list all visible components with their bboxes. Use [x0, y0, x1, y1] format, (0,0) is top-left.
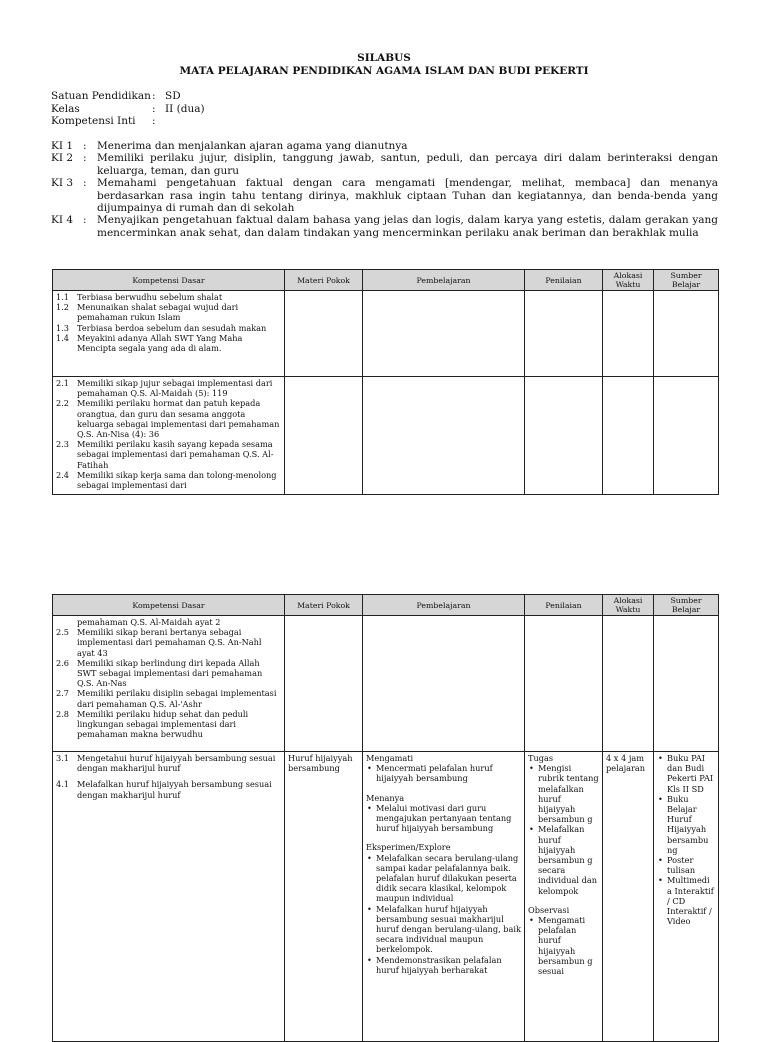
ki-item: KI 3 : Memahami pengetahuan faktual dengan cara mengamati [mendengar, melihat, membaca] dan menanya berdasarkan rasa ingin tahu tentang dirinya, makhluk ciptaan Tuhan dan kegiatannya, dan benda-benda yang dijumpainya di rumah dan di sekolah [51, 177, 718, 215]
meta-row-satuan: Satuan Pendidikan : SD [51, 90, 181, 102]
syllabus-table-1 [52, 269, 719, 495]
kd-cell [53, 752, 285, 1042]
list-item: • Melalui motivasi dari guru mengajukan pertanyaan tentang huruf hijaiyyah bersambung [376, 803, 521, 834]
pembelajaran-list [366, 763, 521, 783]
ki-text: Menyajikan pengetahuan faktual dalam bahasa yang jelas dan logis, dalam karya yang estetis, dalam gerakan yang mencerminkan anak sehat, dan dalam tindakan yang mencerminkan perilaku anak beriman dan berakhlak mulia [97, 214, 718, 239]
header-alokasi-waktu: Alokasi Waktu [603, 595, 654, 616]
kd-cell [53, 377, 285, 495]
list-item: • Melafalkan huruf hijaiyyah bersambung sesuai makharijul huruf dengan berulang-ulang, baik secara individual maupun berkelompok. [376, 904, 521, 955]
kd-cell [53, 616, 285, 752]
ki-code: KI 3 [51, 177, 74, 190]
header-kompetensi-dasar: Kompetensi Dasar [53, 270, 285, 291]
pembelajaran-list [366, 803, 521, 834]
table-row [53, 377, 719, 495]
penilaian-cell [525, 752, 603, 1042]
meta-label: Kompetensi Inti [51, 115, 136, 127]
list-item: • Buku Belajar Huruf Hijaiyyah bersambu ng [667, 794, 715, 855]
meta-row-kompetensi-inti: Kompetensi Inti : [51, 115, 156, 127]
syllabus-table-2 [52, 594, 719, 1042]
penilaian-list [528, 763, 599, 896]
kd-item: 2.4 Memiliki sikap kerja sama dan tolong-menolong sebagai implementasi dari [56, 469, 277, 491]
kd-item: 1.4 Meyakini adanya Allah SWT Yang Maha Mencipta segala yang ada di alam. [56, 332, 243, 354]
document-title: SILABUS [357, 52, 411, 64]
kd-item: 2.8 Memiliki perilaku hidup sehat dan peduli lingkungan sebagai implementasi dari pemahaman makna berwudhu [56, 708, 249, 740]
list-item: • Mendemonstrasikan pelafalan huruf hijaiyyah berharakat [376, 955, 521, 975]
pembelajaran-heading: Mengamati [366, 753, 414, 763]
meta-value: SD [165, 90, 181, 102]
ki-item: KI 4 : Menyajikan pengetahuan faktual dalam bahasa yang jelas dan logis, dalam karya yang estetis, dalam gerakan yang mencerminkan anak sehat, dan dalam tindakan yang mencerminkan perilaku anak beriman dan berakhlak mulia [51, 214, 718, 239]
header-materi-pokok: Materi Pokok [285, 595, 363, 616]
kd-item: 2.2 Memiliki perilaku hormat dan patuh kepada orangtua, dan guru dan sesama anggota keluarga sebagai implementasi dari pemahaman Q.S. An-Nisa (4): 36 [56, 398, 280, 440]
penilaian-list [528, 915, 599, 976]
list-item: • Multimedi a Interaktif / CD Interaktif / Video [667, 875, 715, 926]
list-item: • Mencermati pelafalan huruf hijaiyyah bersambung [376, 763, 521, 783]
alokasi-waktu-cell: 4 x 4 jam pelajaran [603, 752, 654, 1042]
ki-text: Menerima dan menjalankan ajaran agama yang dianutnya [97, 140, 408, 152]
ki-text: Memiliki perilaku jujur, disiplin, tanggung jawab, santun, peduli, dan percaya diri dalam berinteraksi dengan keluarga, teman, dan guru [97, 152, 718, 177]
header-pembelajaran: Pembelajaran [363, 270, 525, 291]
ki-item: KI 2 : Memiliki perilaku jujur, disiplin, tanggung jawab, santun, peduli, dan percaya diri dalam berinteraksi dengan keluarga, teman, dan guru [51, 152, 718, 177]
identity-block [51, 90, 205, 128]
header-kompetensi-dasar: Kompetensi Dasar [53, 595, 285, 616]
kompetensi-inti-list [51, 140, 718, 239]
meta-value: II (dua) [165, 102, 205, 115]
header-sumber-belajar: Sumber Belajar [654, 595, 719, 616]
header-penilaian: Penilaian [525, 270, 603, 291]
pembelajaran-heading: Eksperimen/Explore [366, 842, 451, 853]
ki-item: KI 1 : Menerima dan menjalankan ajaran agama yang dianutnya [51, 140, 718, 152]
table-row [53, 616, 719, 752]
kd-item: 1.3 Terbiasa berdoa sebelum dan sesudah makan [56, 322, 267, 333]
ki-code: KI 2 [51, 152, 74, 165]
kd-item: 4.1 Melafalkan huruf hijaiyyah bersambung sesuai dengan makharijul huruf [56, 779, 272, 800]
kd-item: 2.3 Memiliki perilaku kasih sayang kepada sesama sebagai implementasi dari pemahaman Q.S. Al-Fatihah [56, 439, 274, 470]
penilaian-heading: Tugas [528, 753, 554, 763]
kd-item: 2.6 Memiliki sikap berlindung diri kepada Allah SWT sebagai implementasi dari pemahaman Q.S. An-Nas [56, 657, 263, 689]
list-item: • Mengamati pelafalan huruf hijaiyyah bersambun g sesuai [538, 915, 599, 976]
kd-item: 1.2 Menunaikan shalat sebagai wujud dari pemahaman rukun Islam [56, 302, 239, 323]
header-materi-pokok: Materi Pokok [285, 270, 363, 291]
list-item: • Poster tulisan [667, 855, 715, 875]
kd-item: 3.1 Mengetahui huruf hijaiyyah bersambung sesuai dengan makharijul huruf [56, 753, 276, 774]
ki-code: KI 1 [51, 140, 74, 152]
header-pembelajaran: Pembelajaran [363, 595, 525, 616]
penilaian-heading: Observasi [528, 904, 570, 915]
document-subtitle: MATA PELAJARAN PENDIDIKAN AGAMA ISLAM DAN BUDI PEKERTI [179, 65, 589, 77]
ki-text: Memahami pengetahuan faktual dengan cara mengamati [mendengar, melihat, membaca] dan menanya berdasarkan rasa ingin tahu tentang dirinya, makhluk ciptaan Tuhan dan kegiatannya, dan benda-benda yang dijumpainya di rumah dan di sekolah [97, 177, 718, 215]
kd-item: 2.1 Memiliki sikap jujur sebagai implementasi dari pemahaman Q.S. Al-Maidah (5): 119 [56, 378, 273, 399]
list-item: • Melafalkan secara berulang-ulang sampai kadar pelafalannya baik. pelafalan huruf dilakukan peserta didik secara klasikal, kelompok maupun individual [376, 853, 521, 904]
list-item: • Mengisi rubrik tentang melafalkan huruf hijaiyyah bersambun g [538, 763, 599, 824]
table-row [53, 752, 719, 1042]
meta-row-kelas: Kelas : II (dua) [51, 102, 205, 115]
ki-code: KI 4 [51, 214, 74, 227]
table-row [53, 291, 719, 377]
pembelajaran-list [366, 853, 521, 975]
pembelajaran-cell [363, 752, 525, 1042]
meta-label: Kelas [51, 102, 80, 115]
list-item: • Buku PAI dan Budi Pekerti PAI Kls II SD [667, 753, 715, 794]
kd-item: 2.7 Memiliki perilaku disiplin sebagai implementasi dari pemahaman Q.S. Al-'Ashr [56, 688, 277, 709]
kd-continuation: pemahaman Q.S. Al-Maidah ayat 2 [77, 617, 221, 627]
header-penilaian: Penilaian [525, 595, 603, 616]
sumber-belajar-cell [654, 752, 719, 1042]
meta-label: Satuan Pendidikan [51, 90, 151, 102]
header-sumber-belajar: Sumber Belajar [654, 270, 719, 291]
kd-item: 1.1 Terbiasa berwudhu sebelum shalat [56, 292, 223, 302]
list-item: • Melafalkan huruf hijaiyyah bersambun g secara individual dan kelompok [538, 824, 599, 895]
sumber-list [657, 753, 715, 926]
table-header-row [53, 270, 719, 291]
pembelajaran-heading: Menanya [366, 792, 405, 803]
kd-cell [53, 291, 285, 377]
table-header-row [53, 595, 719, 616]
materi-pokok-cell: Huruf hijaiyyah bersambung [285, 752, 363, 1042]
header-alokasi-waktu: Alokasi Waktu [603, 270, 654, 291]
kd-item: 2.5 Memiliki sikap berani bertanya sebagai implementasi dari pemahaman Q.S. An-Nahl ayat 43 [56, 627, 262, 658]
